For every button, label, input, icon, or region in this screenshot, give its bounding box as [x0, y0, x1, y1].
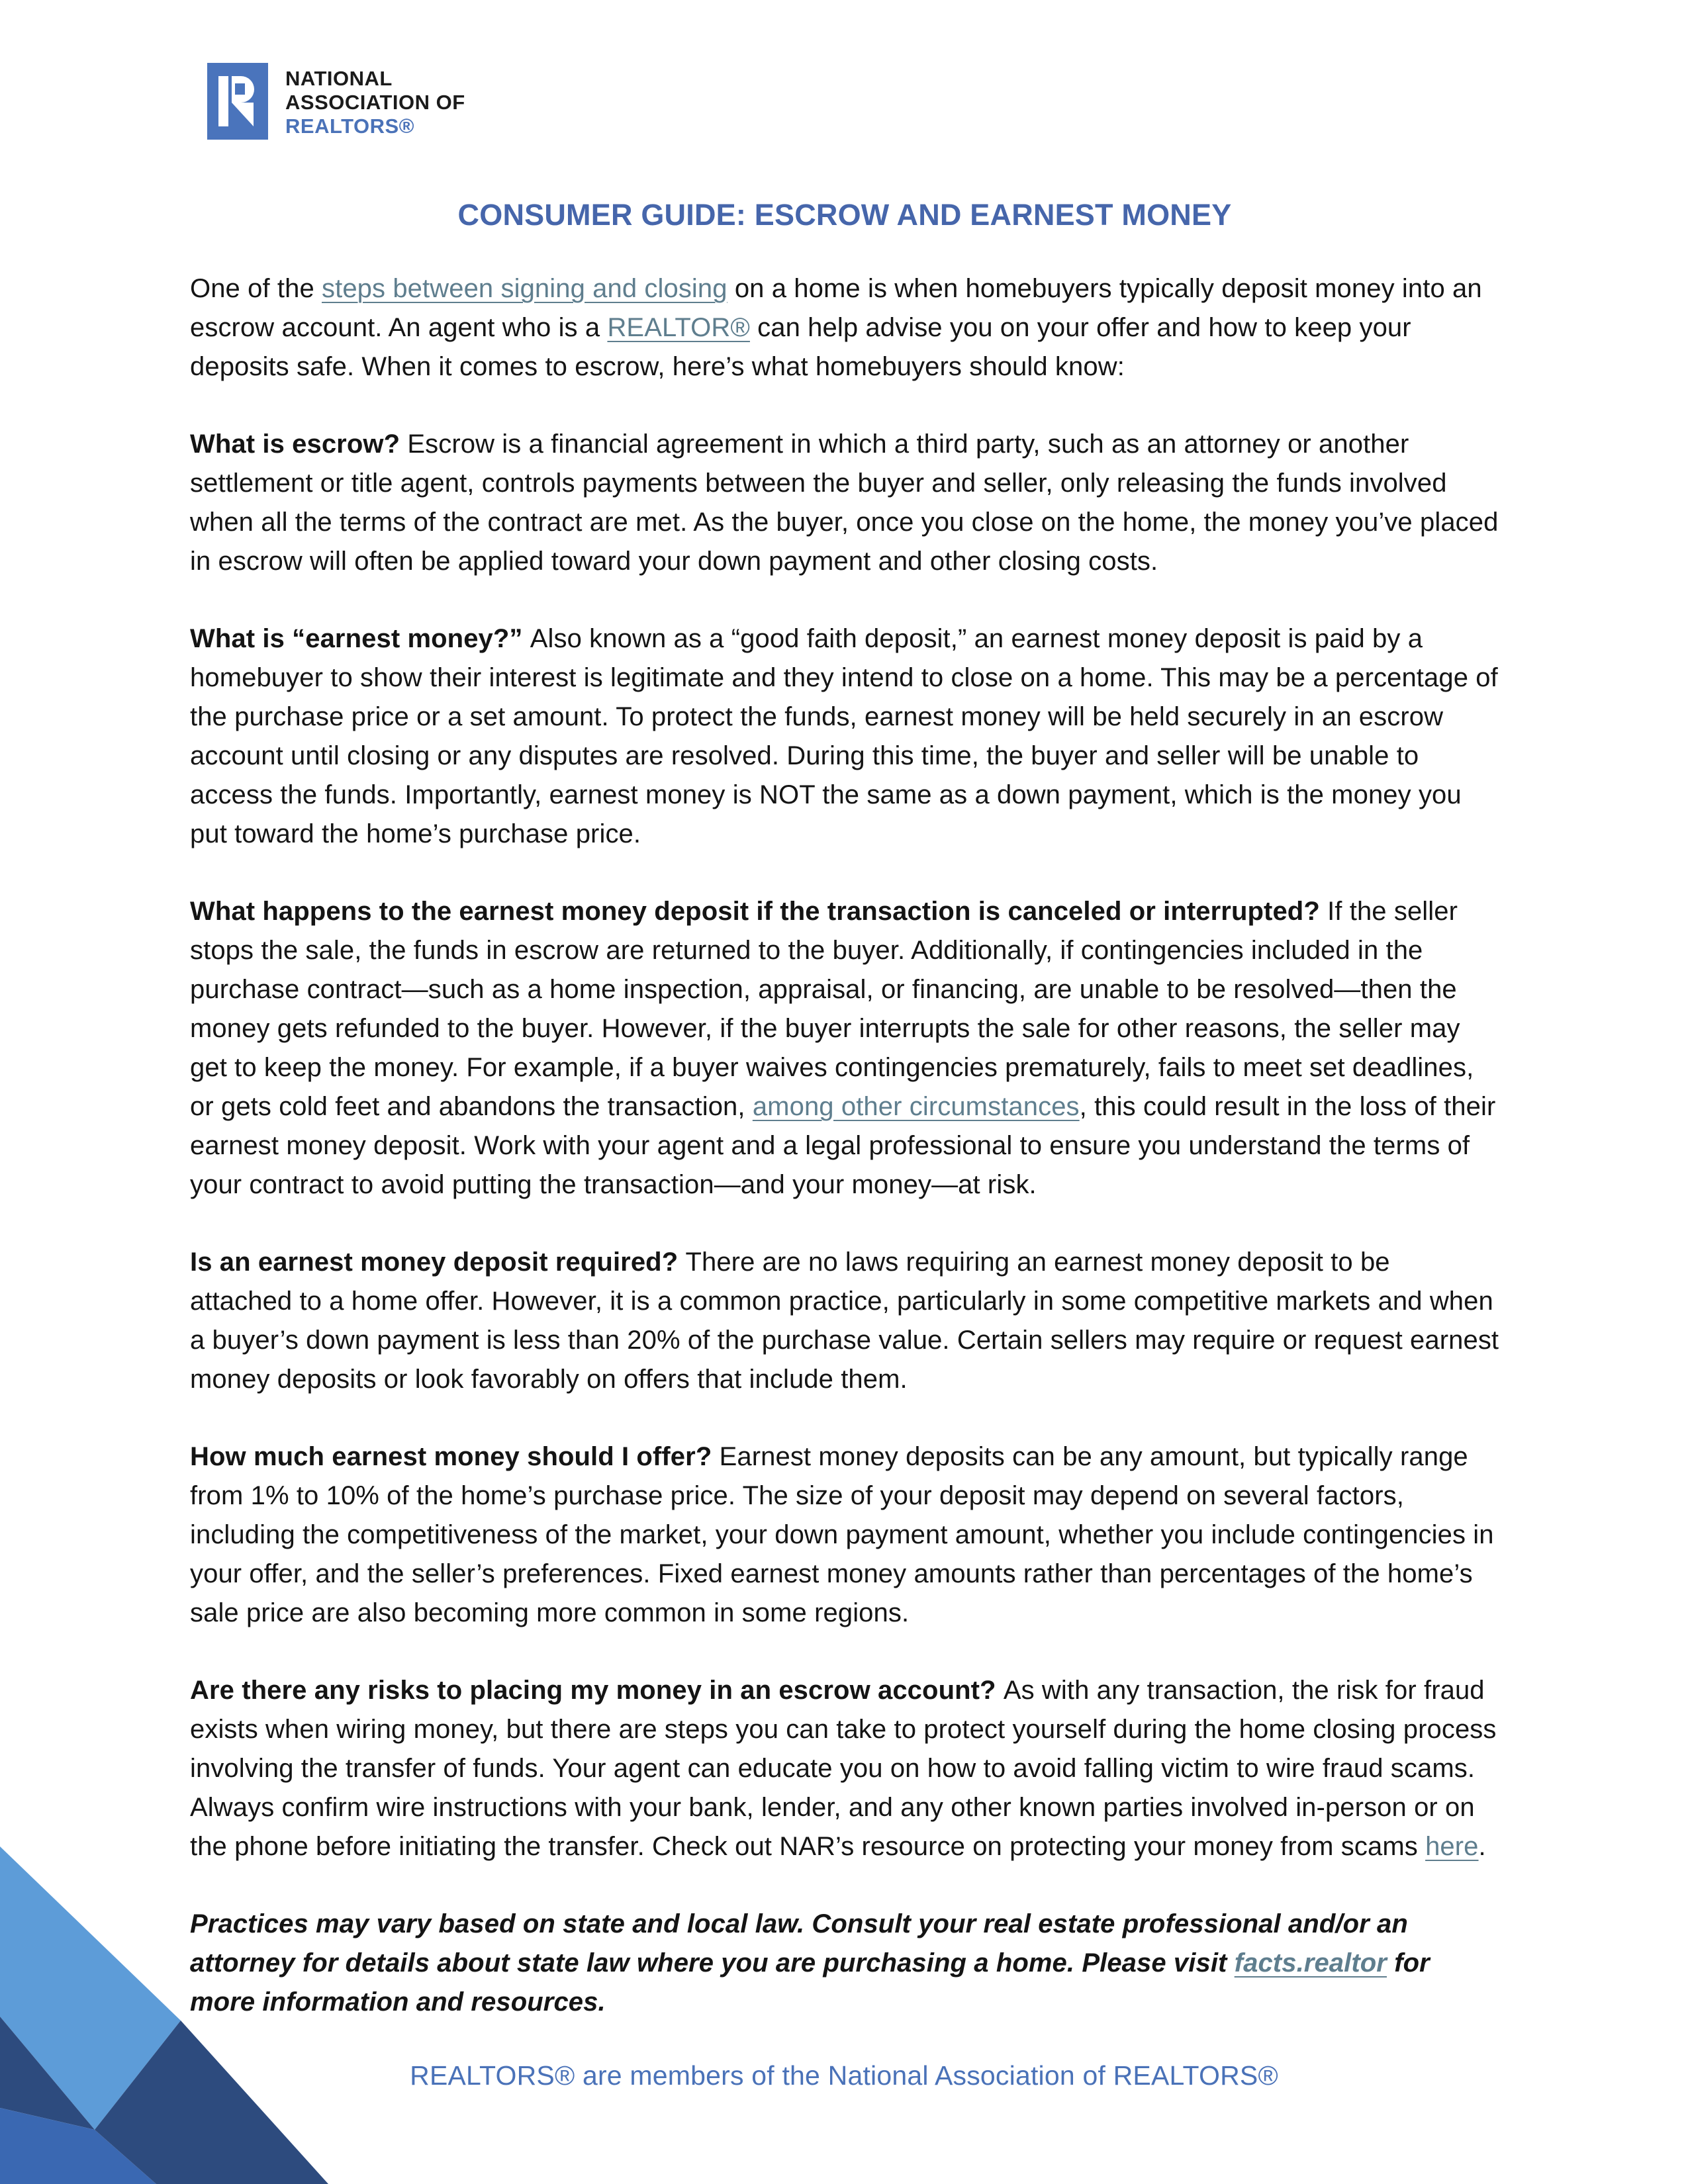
right-navy-triangle — [95, 2021, 328, 2184]
question-heading: What is escrow? — [190, 430, 408, 459]
medium-blue-triangle — [0, 2108, 156, 2184]
link-among-other-circumstances[interactable]: among other circumstances — [752, 1092, 1080, 1121]
disclaimer-text: Practices may vary based on state and local law. Consult your real estate professional and/or an attorney for details about state law where you are purchasing a home. Please visit — [190, 1909, 1408, 1978]
footer-note: REALTORS® are members of the National Association of REALTORS® — [410, 2060, 1278, 2091]
question-heading: Are there any risks to placing my money in an escrow account? — [190, 1676, 1004, 1705]
logo-line-association-of: ASSOCIATION OF — [285, 91, 465, 114]
paragraph-disclaimer — [190, 1905, 1499, 2022]
nar-logo — [207, 63, 1499, 140]
page-title: CONSUMER GUIDE: ESCROW AND EARNEST MONEY — [457, 198, 1232, 232]
paragraph-intro — [190, 269, 1499, 387]
document-page — [190, 63, 1499, 2022]
answer-text: . — [1478, 1832, 1486, 1861]
answer-text: Earnest money deposits can be any amount, but typically range from 1% to 10% of the home’s purchase price. The size of your deposit may depend on several factors, including the competitiveness of the market, your down payment amount, whether you include contingencies in your offer, and the seller’s preferences. Fixed earnest money amounts rather than percentages of the home’s sale price are also becoming more common in some regions. — [190, 1442, 1494, 1627]
link-realtor[interactable]: REALTOR® — [607, 313, 750, 342]
logo-line-national: NATIONAL — [285, 67, 393, 90]
question-heading: Is an earnest money deposit required? — [190, 1248, 686, 1277]
intro-text: on a home is when homebuyers typically deposit money into an escrow account. An agent who is a — [190, 274, 1482, 342]
answer-text: Escrow is a financial agreement in which a third party, such as an attorney or another settlement or title agent, controls payments between the buyer and seller, only releasing the funds involved when all the terms of the contract are met. As the buyer, once you close on the home, the money you’ve placed in escrow will often be applied toward your down payment and other closing costs. — [190, 430, 1499, 576]
paragraph-how-much-earnest-money — [190, 1437, 1499, 1633]
paragraph-escrow-risks — [190, 1671, 1499, 1866]
disclaimer-text: for more information and resources. — [190, 1948, 1430, 2017]
logo-line-realtors: REALTORS® — [285, 114, 414, 138]
nar-logo-wordmark — [285, 63, 465, 138]
body-copy — [190, 269, 1499, 2022]
answer-text: , this could result in the loss of their earnest money deposit. Work with your agent and a legal professional to ensure you understand the terms of your contract to avoid putting the transaction—and your money—at risk. — [190, 1092, 1496, 1199]
intro-text: One of the — [190, 274, 322, 303]
link-facts-realtor[interactable]: facts.realtor — [1234, 1948, 1387, 1978]
link-here[interactable]: here — [1425, 1832, 1479, 1861]
paragraph-deposit-required — [190, 1243, 1499, 1399]
question-heading: How much earnest money should I offer? — [190, 1442, 720, 1471]
answer-text: There are no laws requiring an earnest money deposit to be attached to a home offer. However, it is a common practice, particularly in some competitive markets and when a buyer’s down payment is less than 20% of the purchase value. Certain sellers may require or request earnest money deposits or look favorably on offers that include them. — [190, 1248, 1499, 1394]
question-heading: What happens to the earnest money deposit if the transaction is canceled or interrupted? — [190, 897, 1328, 926]
intro-text: can help advise you on your offer and how to keep your deposits safe. When it comes to escrow, here’s what homebuyers should know: — [190, 313, 1411, 381]
link-steps-between-signing-and-closing[interactable]: steps between signing and closing — [322, 274, 727, 303]
question-heading: What is “earnest money?” — [190, 624, 530, 653]
answer-text: If the seller stops the sale, the funds in escrow are returned to the buyer. Additionally, if contingencies included in the purchase contract—such as a home inspection, appraisal, or financing, are unable to be resolved—then the money gets refunded to the buyer. However, if the buyer interrupts the sale for other reasons, the seller may get to keep the money. For example, if a buyer waives contingencies prematurely, fails to meet set deadlines, or gets cold feet and abandons the transaction, — [190, 897, 1474, 1121]
answer-text: Also known as a “good faith deposit,” an earnest money deposit is paid by a homebuyer to show their interest is legitimate and they intend to close on a home. This may be a percentage of the purchase price or a set amount. To protect the funds, earnest money will be held securely in an escrow account until closing or any disputes are resolved. During this time, the buyer and seller will be unable to access the funds. Importantly, earnest money is NOT the same as a down payment, which is the money you put toward the home’s purchase price. — [190, 624, 1498, 848]
paragraph-canceled-transaction — [190, 892, 1499, 1205]
paragraph-what-is-escrow — [190, 425, 1499, 581]
paragraph-what-is-earnest-money — [190, 619, 1499, 854]
nar-logo-block-r-icon — [207, 63, 268, 140]
answer-text: As with any transaction, the risk for fraud exists when wiring money, but there are steps you can take to protect yourself during the home closing process involving the transfer of funds. Your agent can educate you on how to avoid falling victim to wire fraud scams. Always confirm wire instructions with your bank, lender, and any other known parties involved in-person or on the phone before initiating the transfer. Check out NAR’s resource on protecting your money from scams — [190, 1676, 1497, 1861]
